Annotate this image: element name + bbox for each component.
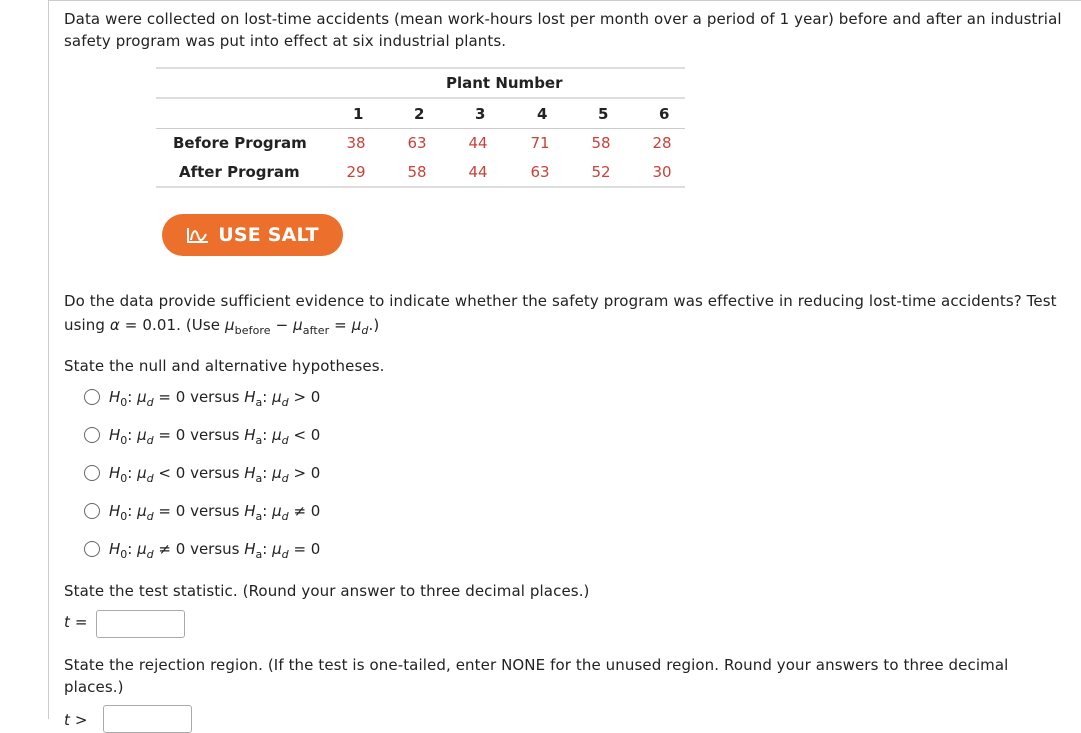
question-line2: using α = 0.01. (Use $\mu_{before} - \mu_{after} = \mu_d$.)	[64, 316, 380, 337]
salt-chart-icon	[186, 226, 210, 244]
table-column-header: 1	[353, 105, 364, 123]
table-cell: 52	[591, 163, 611, 181]
table-column-header: 5	[598, 105, 609, 123]
radio-button[interactable]	[84, 541, 100, 557]
table-column-header: 4	[537, 105, 548, 123]
rejection-label: t >	[64, 711, 88, 729]
hypotheses-prompt: State the null and alternative hypotheses.	[64, 357, 385, 375]
intro-text: Data were collected on lost-time accidents (mean work-hours lost per month over a period of 1 year) before and after an industrial safety program was put into effect at six industrial plants.	[64, 10, 1062, 50]
table-cell: 58	[407, 163, 427, 181]
t-label: t =	[64, 613, 88, 631]
table-cell: 58	[591, 134, 611, 152]
hypothesis-option[interactable]	[84, 537, 320, 561]
use-salt-label: USE SALT	[218, 224, 319, 246]
test-statistic-input[interactable]	[96, 610, 185, 638]
table-column-header: 3	[475, 105, 486, 123]
table-rule-bottom	[156, 186, 685, 188]
hypothesis-text: $H_0$: $\mu_d = 0$ versus $H_a$: $\mu_d > 0$	[109, 388, 321, 409]
question-line1: Do the data provide sufficient evidence to indicate whether the safety program was effective in reducing lost-time accidents? Test	[64, 292, 1057, 310]
table-column-header: 2	[414, 105, 425, 123]
table-rule-header	[156, 97, 685, 99]
left-border	[48, 0, 49, 719]
hypothesis-text: $H_0$: $\mu_d < 0$ versus $H_a$: $\mu_d > 0$	[109, 464, 321, 485]
hypothesis-option[interactable]	[84, 385, 320, 409]
table-cell: 28	[652, 134, 672, 152]
hypothesis-text: $H_0$: $\mu_d \ne 0$ versus $H_a$: $\mu_d = 0$	[109, 540, 321, 561]
table-cell: 44	[468, 163, 488, 181]
table-row-label: After Program	[179, 163, 300, 181]
table-rule-top	[156, 67, 685, 69]
radio-button[interactable]	[84, 389, 100, 405]
table-title: Plant Number	[446, 74, 563, 92]
test-stat-prompt: State the test statistic. (Round your answer to three decimal places.)	[64, 582, 590, 600]
table-cell: 30	[652, 163, 672, 181]
table-cell: 71	[530, 134, 550, 152]
table-cell: 38	[346, 134, 366, 152]
rejection-region-input[interactable]	[103, 705, 192, 733]
table-cell: 29	[346, 163, 366, 181]
radio-button[interactable]	[84, 427, 100, 443]
hypothesis-option[interactable]	[84, 461, 320, 485]
radio-button[interactable]	[84, 465, 100, 481]
table-row-label: Before Program	[173, 134, 307, 152]
table-rule-sub	[156, 128, 685, 129]
top-border	[48, 0, 1081, 4]
hypothesis-text: $H_0$: $\mu_d = 0$ versus $H_a$: $\mu_d < 0$	[109, 426, 321, 447]
table-cell: 63	[530, 163, 550, 181]
rejection-prompt: State the rejection region. (If the test is one-tailed, enter NONE for the unused region. Round your answers to three decimal places.)	[64, 656, 1009, 696]
use-salt-button[interactable]	[162, 214, 343, 256]
table-cell: 44	[468, 134, 488, 152]
hypothesis-option[interactable]	[84, 423, 320, 447]
hypothesis-option[interactable]	[84, 499, 320, 523]
table-cell: 63	[407, 134, 427, 152]
table-column-header: 6	[659, 105, 670, 123]
radio-button[interactable]	[84, 503, 100, 519]
hypothesis-text: $H_0$: $\mu_d = 0$ versus $H_a$: $\mu_d \ne 0$	[109, 502, 321, 523]
